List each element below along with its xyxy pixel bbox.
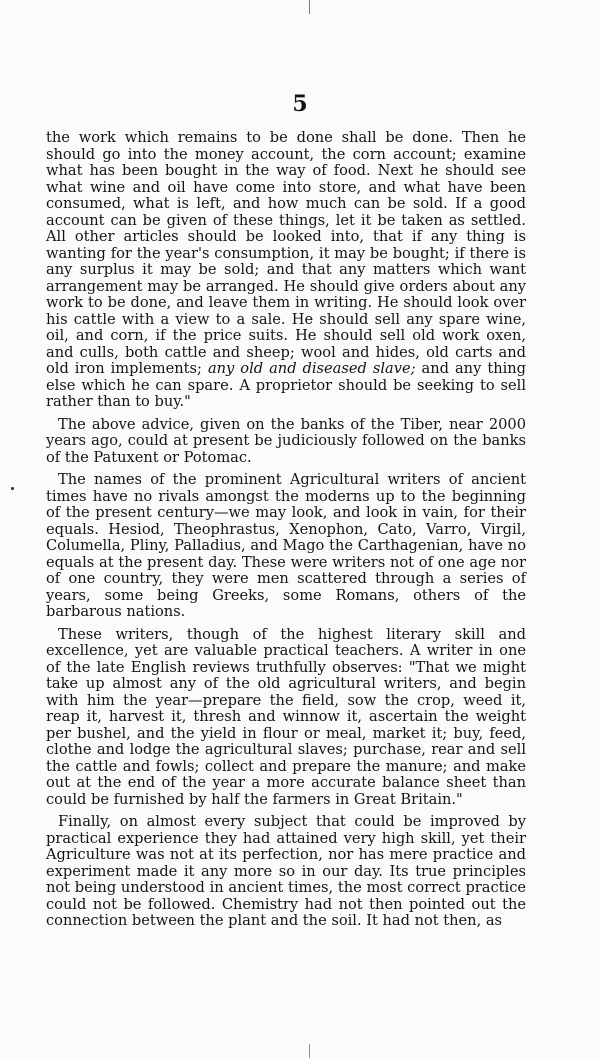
page-number: 5 (292, 91, 308, 117)
paragraph-practical-teachers: These writers, though of the highest literary skill and excellence, yet are valuable practical teachers. A writer in one of the late English reviews truthfully observes: "That we might take up almost any of the old agricultural writers, and begin with him the year—prepare the field, sow the crop, weed it, reap it, harvest it, thresh and winnow it, ascertain the weight per bushel, and the yield in flour or meal, market it; buy, feed, clothe and lodge the agricultural slaves; purchase, rear and sell the cattle and fowls; collect and prepare the manure; and make out at the end of the year a more accurate balance sheet than could be furnished by half the farmers in Great Britain." (46, 625, 526, 808)
italic-phrase: any old and diseased slave; (207, 360, 416, 377)
scan-artifact-bottom (309, 1044, 310, 1058)
paragraph-ancient-writers: The names of the prominent Agricultural writers of ancient times have no rivals amongst the moderns up to the beginning of the present century—we may look, and look in vain, for their equals. Hesiod, Theophrastus, Xenophon, Cato, Varro, Virgil, Columella, Pliny, Palladius, and Mago the Carthagenian, have no equals at the present day. These were writers not of one age nor of one country, they were men scattered through a series of years, some being Greeks, some Romans, others of the barbarous nations. (46, 471, 526, 620)
body-text (46, 130, 526, 936)
paragraph-tiber: The above advice, given on the banks of the Tiber, near 2000 years ago, could at present be judiciously followed on the banks of the Patuxent or Potomac. (46, 415, 526, 466)
paragraph-finally: Finally, on almost every subject that could be improved by practical experience they had attained very high skill, yet their Agriculture was not at its perfection, nor has mere practice and experiment made it any more so in our day. Its true principles not being understood in ancient times, the most correct practice could not be followed. Chemistry had not then pointed out the connection between the plant and the soil. It had not then, as (46, 813, 526, 929)
scan-artifact-dot (11, 487, 14, 490)
paragraph-continuation (46, 130, 526, 411)
paragraph-text: and any thing else which he can spare. A proprietor should be seeking to sell rather than to buy." (46, 360, 526, 410)
scan-artifact-top (309, 0, 310, 14)
paragraph-text: the work which remains to be done shall be done. Then he should go into the money account, the corn account; examine what has been bought in the way of food. Next he should see what wine and oil have come into store, and what have been consumed, what is left, and how much can be sold. If a good account can be given of these things, let it be taken as settled. All other articles should be looked into, that if any thing is wanting for the year's consumption, it may be bought; if there is any surplus it may be sold; and that any matters which want arrangement may be arranged. He should give orders about any work to be done, and leave them in writing. He should look over his cattle with a view to a sale. He should sell any spare wine, oil, and corn, if the price suits. He should sell old work oxen, and culls, both cattle and sheep; wool and hides, old carts and old iron implements; (46, 129, 526, 377)
